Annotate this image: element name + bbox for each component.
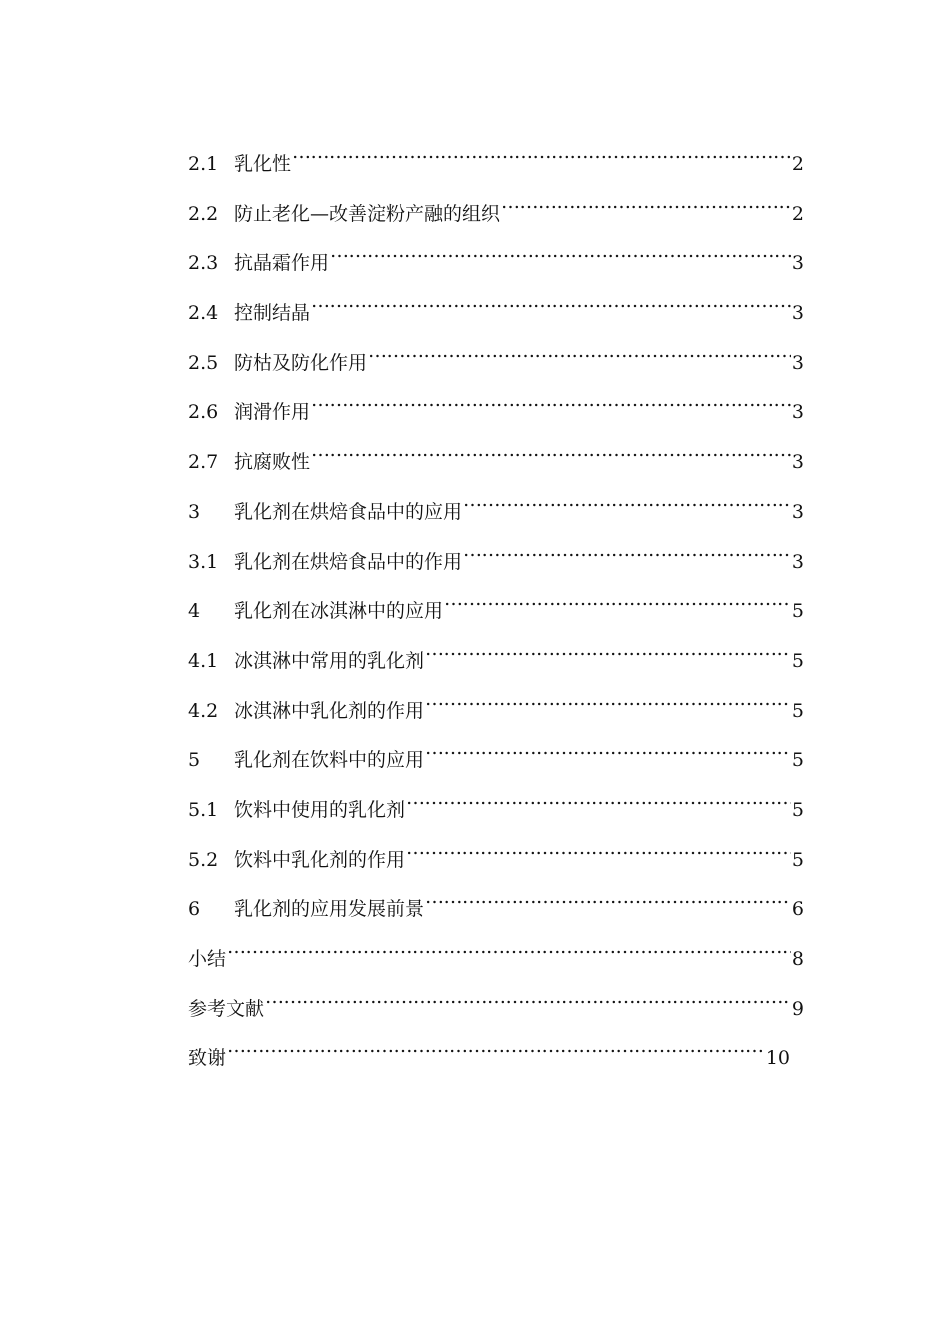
toc-dot-leader bbox=[330, 233, 791, 269]
toc-entry-number: 4.1 bbox=[188, 649, 219, 672]
toc-dot-leader bbox=[368, 333, 791, 369]
toc-dot-leader bbox=[425, 631, 791, 667]
toc-entry-title: 乳化剂在冰淇淋中的应用 bbox=[234, 600, 444, 623]
toc-entry[interactable] bbox=[188, 532, 804, 582]
toc-entry[interactable] bbox=[188, 432, 804, 482]
toc-entry-summary[interactable] bbox=[188, 929, 804, 979]
toc-entry-title: 润滑作用 bbox=[234, 401, 311, 424]
toc-dot-leader bbox=[501, 184, 791, 220]
toc-entry-title: 饮料中乳化剂的作用 bbox=[234, 848, 406, 871]
toc-entry-title: 冰淇淋中乳化剂的作用 bbox=[234, 699, 425, 722]
toc-entry-page: 10 bbox=[765, 1047, 790, 1070]
toc-dot-leader bbox=[227, 929, 791, 965]
toc-entry[interactable] bbox=[188, 631, 804, 681]
toc-entry[interactable] bbox=[188, 780, 804, 830]
toc-entry-number: 2.6 bbox=[188, 401, 219, 424]
toc-entry-number: 5 bbox=[188, 749, 201, 772]
toc-dot-leader bbox=[311, 283, 791, 319]
toc-entry-number: 4.2 bbox=[188, 699, 219, 722]
toc-entry-number: 2.5 bbox=[188, 351, 219, 374]
toc-entry-number: 2.7 bbox=[188, 451, 219, 474]
toc-dot-leader bbox=[227, 1028, 765, 1064]
toc-entry-number: 5.1 bbox=[188, 798, 219, 821]
toc-entry-page: 3 bbox=[791, 550, 804, 573]
toc-entry[interactable] bbox=[188, 233, 804, 283]
toc-entry-page: 3 bbox=[791, 451, 804, 474]
toc-entry-title: 乳化剂的应用发展前景 bbox=[234, 898, 425, 921]
toc-entry-references[interactable] bbox=[188, 979, 804, 1029]
toc-entry-title: 控制结晶 bbox=[234, 302, 311, 325]
toc-dot-leader bbox=[425, 681, 791, 717]
toc-entry-number: 3.1 bbox=[188, 550, 219, 573]
toc-entry-page: 8 bbox=[791, 948, 804, 970]
toc-entry-title: 乳化性 bbox=[234, 153, 292, 175]
toc-entry-page: 6 bbox=[791, 898, 804, 921]
toc-dot-leader bbox=[444, 581, 791, 617]
toc-dot-leader bbox=[463, 482, 791, 518]
toc-entry-page: 5 bbox=[791, 749, 804, 772]
toc-entry-page: 5 bbox=[791, 798, 804, 821]
toc-entry-acknowledgements[interactable] bbox=[188, 1028, 804, 1078]
toc-entry-number: 2.4 bbox=[188, 302, 219, 325]
toc-entry-page: 2 bbox=[791, 153, 804, 175]
toc-entry-title: 饮料中使用的乳化剂 bbox=[234, 798, 406, 821]
toc-entry-page: 5 bbox=[791, 699, 804, 722]
toc-entry-page: 5 bbox=[791, 649, 804, 672]
toc-entry-title: 防止老化—改善淀粉产融的组织 bbox=[234, 202, 501, 225]
toc-dot-leader bbox=[311, 382, 791, 418]
toc-entry-page: 9 bbox=[791, 997, 804, 1020]
toc-entry-number: 2.1 bbox=[188, 153, 219, 175]
toc-entry-title: 防枯及防化作用 bbox=[234, 351, 368, 374]
toc-dot-leader bbox=[311, 432, 791, 468]
toc-dot-leader bbox=[425, 730, 791, 766]
toc-entry-title: 乳化剂在烘焙食品中的作用 bbox=[234, 550, 463, 573]
toc-entry[interactable] bbox=[188, 333, 804, 383]
toc-entry[interactable] bbox=[188, 681, 804, 731]
toc-entry-page: 3 bbox=[791, 500, 804, 523]
toc-entry-title: 冰淇淋中常用的乳化剂 bbox=[234, 649, 425, 672]
toc-entry[interactable] bbox=[188, 482, 804, 532]
toc-entry-page: 3 bbox=[791, 252, 804, 275]
toc-entry[interactable] bbox=[188, 184, 804, 234]
toc-entry-page: 3 bbox=[791, 401, 804, 424]
toc-entry-title: 乳化剂在烘焙食品中的应用 bbox=[234, 500, 463, 523]
toc-dot-leader bbox=[425, 879, 791, 915]
toc-entry[interactable] bbox=[188, 382, 804, 432]
toc-dot-leader bbox=[463, 532, 791, 568]
toc-entry-title: 乳化剂在饮料中的应用 bbox=[234, 749, 425, 772]
toc-entry-number: 3 bbox=[188, 500, 201, 523]
toc-entry-number: 6 bbox=[188, 898, 201, 921]
toc-entry[interactable] bbox=[188, 879, 804, 929]
toc-entry-page: 5 bbox=[791, 600, 804, 623]
toc-entry-number: 2.3 bbox=[188, 252, 219, 275]
toc-entry-number: 4 bbox=[188, 600, 201, 623]
toc-entry-page: 3 bbox=[791, 302, 804, 325]
toc-entry[interactable] bbox=[188, 581, 804, 631]
toc-entry-title: 参考文献 bbox=[188, 997, 265, 1020]
toc-dot-leader bbox=[406, 830, 791, 866]
toc-entry-title: 致谢 bbox=[188, 1047, 227, 1070]
toc-entry[interactable] bbox=[188, 830, 804, 880]
toc-entry-page: 2 bbox=[791, 202, 804, 225]
toc-entry-title: 小结 bbox=[188, 948, 227, 970]
toc-entry[interactable] bbox=[188, 730, 804, 780]
toc-entry-page: 3 bbox=[791, 351, 804, 374]
toc-dot-leader bbox=[292, 134, 791, 170]
toc-entry-title: 抗腐败性 bbox=[234, 451, 311, 474]
toc-dot-leader bbox=[406, 780, 791, 816]
table-of-contents bbox=[188, 134, 804, 1078]
toc-entry[interactable] bbox=[188, 283, 804, 333]
toc-entry[interactable] bbox=[188, 134, 804, 184]
toc-entry-page: 5 bbox=[791, 848, 804, 871]
toc-entry-number: 5.2 bbox=[188, 848, 219, 871]
toc-dot-leader bbox=[265, 979, 791, 1015]
toc-entry-title: 抗晶霜作用 bbox=[234, 252, 330, 275]
toc-entry-number: 2.2 bbox=[188, 202, 219, 225]
